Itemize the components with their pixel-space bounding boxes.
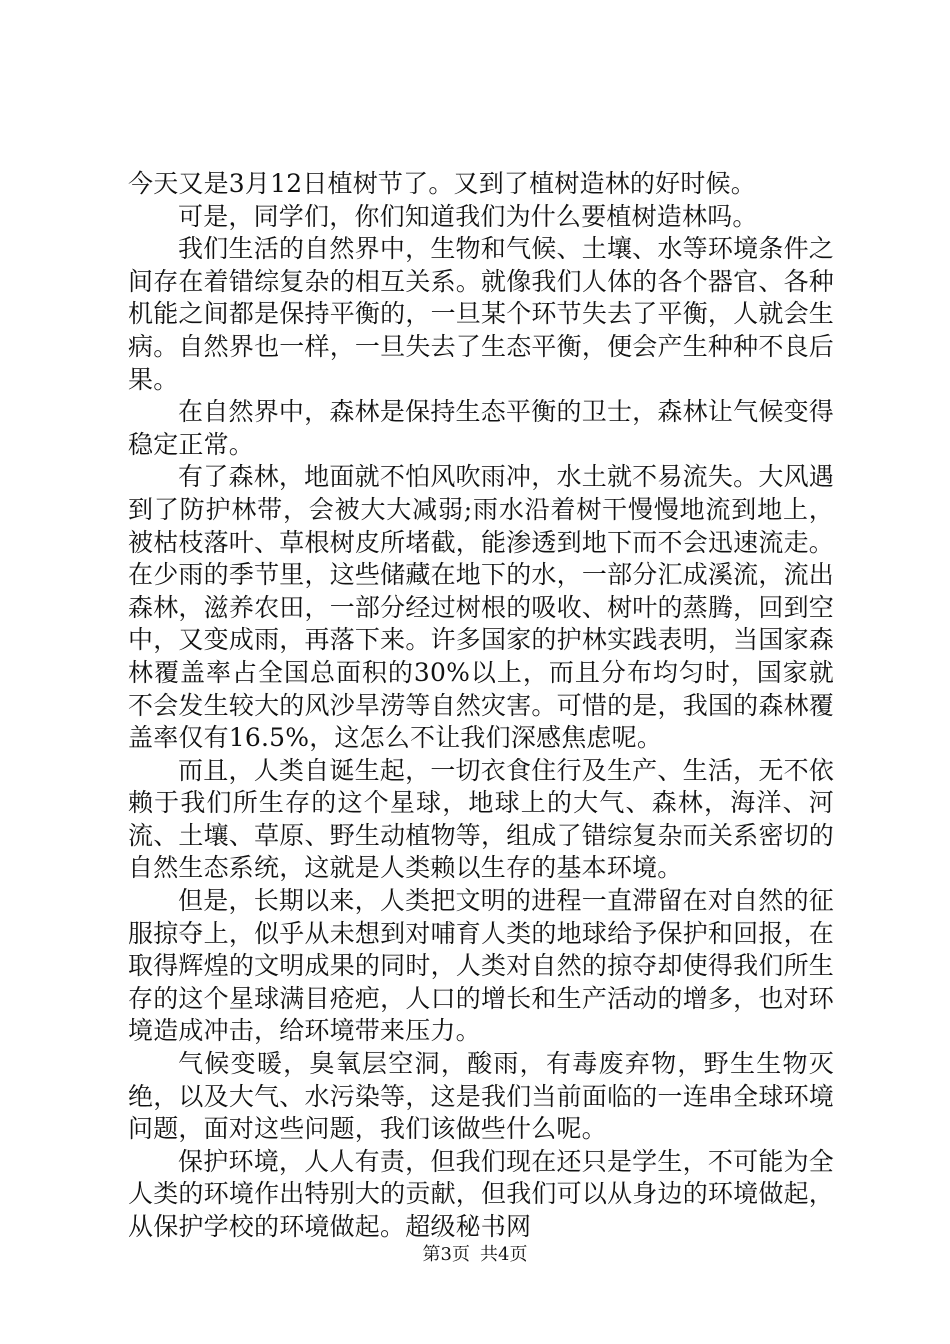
document-body xyxy=(128,168,834,1244)
paragraph-2: 可是，同学们，你们知道我们为什么要植树造林吗。 xyxy=(178,201,758,231)
paragraph-9: 保护环境，人人有责，但我们现在还只是学生，不可能为全人类的环境作出特别大的贡献，但我们可以从身边的环境做起，从保护学校的环境做起。超级秘书网 xyxy=(128,1146,834,1241)
paragraph-8: 气候变暖，臭氧层空洞，酸雨，有毒废弃物，野生生物灭绝，以及大气、水污染等，这是我们当前面临的一连串全球环境问题，面对这些问题，我们该做些什么呢。 xyxy=(128,1049,834,1144)
paragraph-4: 在自然界中，森林是保持生态平衡的卫士，森林让气候变得稳定正常。 xyxy=(128,397,834,459)
paragraph-1: 今天又是3月12日植树节了。又到了植树造林的好时候。 xyxy=(128,169,756,198)
page-total: 共4页 xyxy=(480,1244,528,1265)
paragraph-6: 而且，人类自诞生起，一切衣食住行及生产、生活，无不依赖于我们所生存的这个星球，地球上的大气、森林，海洋、河流、土壤、草原、野生动植物等，组成了错综复杂而关系密切的自然生态系统，这就是人类赖以生存的基本环境。 xyxy=(128,755,834,883)
paragraph-7: 但是，长期以来，人类把文明的进程一直滞留在对自然的征服掠夺上，似乎从未想到对哺育人类的地球给予保护和回报，在取得辉煌的文明成果的同时，人类对自然的掠夺却使得我们所生存的这个星球满目疮疤，人口的增长和生产活动的增多，也对环境造成冲击，给环境带来压力。 xyxy=(128,886,834,1046)
page-number: 第3页 xyxy=(422,1244,470,1265)
paragraph-3: 我们生活的自然界中，生物和气候、土壤、水等环境条件之间存在着错综复杂的相互关系。就像我们人体的各个器官、各种机能之间都是保持平衡的，一旦某个环节失去了平衡，人就会生病。自然界也一样，一旦失去了生态平衡，便会产生种种不良后果。 xyxy=(128,234,834,394)
page-footer xyxy=(0,1244,950,1266)
paragraph-5: 有了森林，地面就不怕风吹雨冲，水土就不易流失。大风遇到了防护林带，会被大大减弱;雨水沿着树干慢慢地流到地上，被枯枝落叶、草根树皮所堵截，能渗透到地下而不会迅速流走。在少雨的季节里，这些储藏在地下的水，一部分汇成溪流，流出森林，滋养农田，一部分经过树根的吸收、树叶的蒸腾，回到空中，又变成雨，再落下来。许多国家的护林实践表明，当国家森林覆盖率占全国总面积的30%以上，而且分布均匀时，国家就不会发生较大的风沙旱涝等自然灾害。可惜的是，我国的森林覆盖率仅有16.5%，这怎么不让我们深感焦虑呢。 xyxy=(128,462,834,753)
